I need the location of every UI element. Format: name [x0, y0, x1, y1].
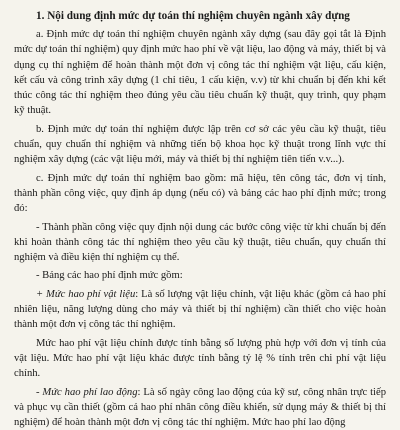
main-material-paragraph: Mức hao phí vật liệu chính được tính bằng số lượng phù hợp với đơn vị tính của vật liệu. Mức hao phí vật liệu khác được tính bằng tỷ lệ % tính trên chi phí vật liệu chính.: [14, 337, 386, 380]
labor-cost-text: : Là số ngày công lao động của kỹ sư, công nhân trực tiếp và phục vụ cần thiết (gồm cả hao phí nhân công điều khiển, sử dụng máy & thiết bị thí nghiệm) để hoàn thành một đơn vị công tác thí nghiệm. Mức hao phí lao động: [14, 386, 386, 429]
paragraph-a: a. Định mức dự toán thí nghiệm chuyên ngành xây dựng (sau đây gọi tắt là Định mức dự toán thí nghiệm) quy định mức hao phí về vật liệu, lao động và máy, thiết bị và dụng cụ thí nghiệm để hoàn thành một đơn vị công tác thí nghiệm vật liệu, cấu kiện, kết cấu và công trình xây dựng (1 chỉ tiêu, 1 cấu kiện, v.v) từ khi chuẩn bị đến khi kết thúc công tác thí nghiệm theo đúng yêu cầu tiêu chuẩn kỹ thuật, quy trình, quy phạm kỹ thuật.: [14, 29, 386, 117]
labor-cost-paragraph: [14, 385, 386, 430]
material-cost-paragraph: [14, 287, 386, 333]
list-item-work-components: - Thành phần công việc quy định nội dung các bước công việc từ khi chuẩn bị đến khi hoàn thành công tác thí nghiệm theo yêu cầu kỹ thuật, tiêu chuẩn, quy chuẩn thí nghiệm và điều kiện thí nghiệm cụ thể.: [14, 221, 386, 264]
material-cost-label: + Mức hao phí vật liệu: [36, 288, 136, 300]
paragraph-b: b. Định mức dự toán thí nghiệm được lập trên cơ sở các yêu cầu kỹ thuật, tiêu chuẩn, quy chuẩn thí nghiệm và những tiến bộ khoa học kỹ thuật trong lĩnh vực thí nghiệm xây dựng (các vật liệu mới, máy và thiết bị thí nghiệm tiên tiến v.v...).: [14, 123, 386, 166]
section-heading: 1. Nội dung định mức dự toán thí nghiệm chuyên ngành xây dựng: [36, 10, 350, 22]
paragraph-c: c. Định mức dự toán thí nghiệm bao gồm: mã hiệu, tên công tác, đơn vị tính, thành phần công việc, quy định áp dụng (nếu có) và bảng các hao phí định mức; trong đó:: [14, 172, 386, 215]
material-cost-text: : Là số lượng vật liệu chính, vật liệu khác (gồm cả hao phí nhiên liệu, năng lượng dùng cho máy và thiết bị thí nghiệm) cần thiết cho việc hoàn thành một đơn vị công tác thí nghiệm.: [14, 288, 386, 331]
labor-cost-label: - Mức hao phí lao động: [36, 386, 138, 398]
list-item-norm-table: - Bảng các hao phí định mức gồm:: [36, 270, 183, 282]
